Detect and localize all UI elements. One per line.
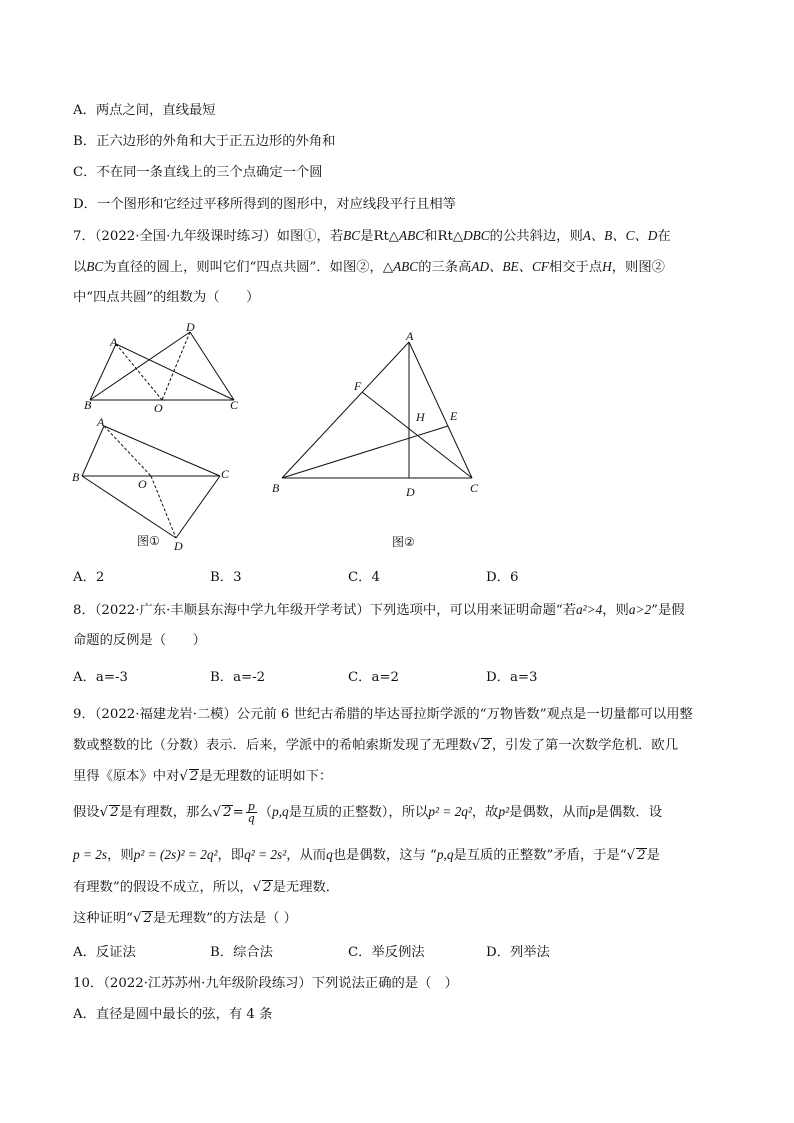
- q9-line-7: 这种证明“√ 2是无理数”的方法是（ ）: [73, 911, 297, 926]
- q6-option-a: A．两点之间，直线最短: [73, 103, 216, 118]
- q8-line-1: 8．（2022·广东·丰顺县东海中学九年级开学考试）下列选项中，可以用来证明命题“若a²>4，则a>2”是假: [73, 602, 685, 618]
- fig2-label-a: A: [406, 329, 414, 343]
- q8-option-b: B．a=-2: [210, 670, 266, 685]
- q6-option-b: B．正六边形的外角和大于正五边形的外角和: [73, 134, 336, 149]
- fig1-label-o2: O: [138, 477, 147, 491]
- figure-2: [266, 326, 496, 552]
- fig1-label-a2: A: [97, 415, 105, 429]
- q7-option-a: A．2: [73, 570, 105, 585]
- fig2-label-f: F: [354, 379, 362, 393]
- q7-line-3: 中“四点共圆”的组数为（ ）: [73, 290, 260, 305]
- q8-option-c: C．a=2: [348, 670, 399, 685]
- q9-line-6: 有理数”的假设不成立，所以，√ 2是无理数．: [73, 880, 340, 895]
- fig1-label-d2: D: [174, 539, 183, 553]
- q10-line-1: 10．（2022·江苏苏州·九年级阶段练习）下列说法正确的是（ ）: [73, 976, 458, 991]
- q9-line-5: p = 2s，则p² = (2s)² = 2q²，即q² = 2s²，从而q也是偶数，这与 “p,q是互质的正整数”矛盾，于是“√ 2是: [73, 847, 660, 863]
- fig1-label-a: A: [110, 335, 118, 349]
- fig2-label-b: B: [272, 481, 280, 495]
- fig1-label-b: B: [84, 398, 92, 412]
- fig1-label-b2: B: [72, 470, 80, 484]
- q6-option-c: C．不在同一条直线上的三个点确定一个圆: [73, 165, 323, 180]
- fraction-p-over-q: $\frac{p}{q}$: [247, 800, 255, 825]
- q7-line-2: 以BC为直径的圆上，则叫它们“四点共圆”．如图②，△ABC的三条高AD、BE、CF相交于点H，则图②: [73, 259, 665, 275]
- fig2-label-e: E: [450, 409, 458, 423]
- q8-option-d: D．a=3: [486, 670, 538, 685]
- q9-option-a: A．反证法: [73, 945, 136, 960]
- q6-option-d: D．一个图形和它经过平移所得到的图形中，对应线段平行且相等: [73, 197, 456, 212]
- fig2-label-d: D: [406, 485, 415, 499]
- figure-1: [66, 316, 256, 556]
- fig1-label-c: C: [230, 398, 239, 412]
- q7-option-d: D．6: [486, 570, 519, 585]
- q7-line-1: 7．（2022·全国·九年级课时练习）如图①，若BC是Rt△ABC和Rt△DBC的公共斜边，则A、B、C、D在: [73, 228, 671, 244]
- fig2-label-h: H: [416, 410, 425, 424]
- q7-option-c: C．4: [348, 570, 380, 585]
- q9-line-4: 假设√ 2是有理数，那么√ 2= $\frac{p}{q}$ （p,q是互质的正整数），所以p² = 2q²，故p²是偶数，从而p是偶数．设: [73, 800, 663, 825]
- fig2-label-c: C: [470, 481, 479, 495]
- q9-line-2: 数或整数的比（分数）表示．后来，学派中的希帕索斯发现了无理数√ 2，引发了第一次数学危机．欧几: [73, 738, 679, 753]
- q9-line-1: 9．（2022·福建龙岩·二模）公元前 6 世纪古希腊的毕达哥拉斯学派的“万物皆数”观点是一切量都可以用整: [73, 707, 693, 722]
- q10-option-a: A．直径是圆中最长的弦，有 4 条: [73, 1007, 273, 1022]
- fig1-label-d: D: [186, 320, 195, 334]
- q9-option-b: B．综合法: [210, 945, 273, 960]
- q8-option-a: A．a=-3: [73, 670, 128, 685]
- fig1-caption: 图①: [137, 534, 160, 548]
- q7-option-b: B．3: [210, 570, 242, 585]
- fig2-caption: 图②: [392, 535, 415, 549]
- fig1-label-o: O: [154, 401, 163, 415]
- q9-line-3: 里得《原本》中对√ 2是无理数的证明如下：: [73, 769, 333, 784]
- q9-option-d: D．列举法: [486, 945, 550, 960]
- fig1-label-c2: C: [221, 467, 230, 481]
- q8-line-2: 命题的反例是（ ）: [73, 633, 206, 648]
- q9-option-c: C．举反例法: [348, 945, 425, 960]
